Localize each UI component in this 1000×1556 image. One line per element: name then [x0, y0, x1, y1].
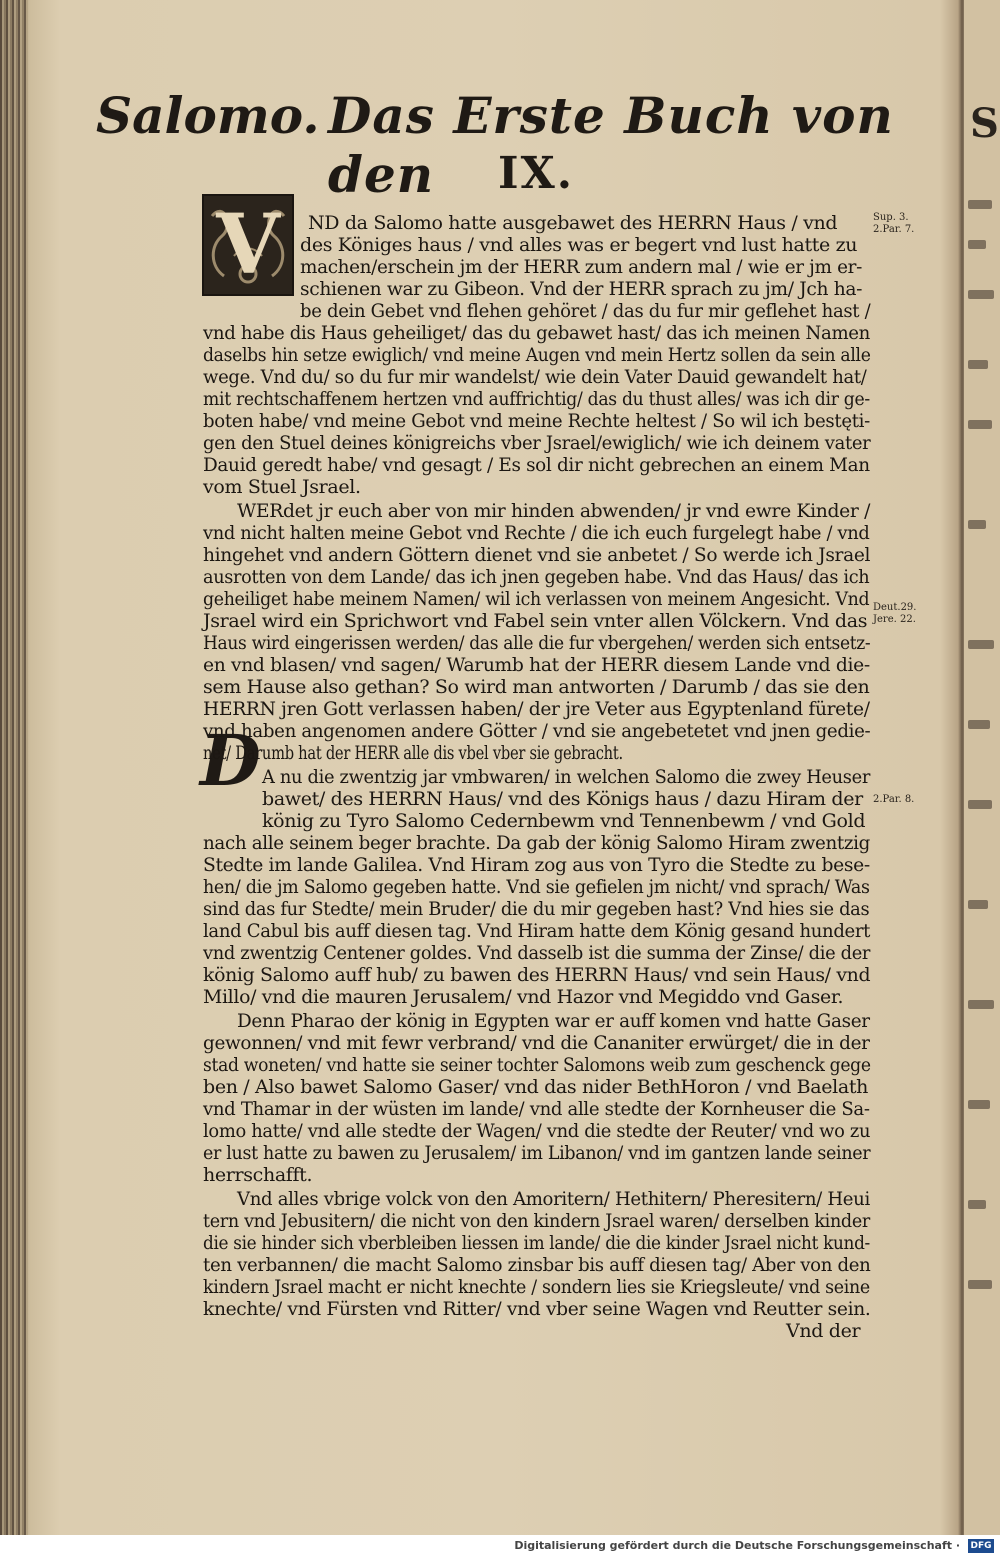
text-line: net/ Darumb hat der HERR alle dis vbel vber sie gebracht. — [203, 742, 623, 764]
text-line: ten verbannen/ die macht Salomo zinsbar bis auff diesen tag/ Aber von den — [203, 1254, 871, 1276]
running-head-title: Das Erste Buch von den — [328, 86, 894, 204]
running-head-left: Salomo. — [96, 86, 320, 145]
text-line: er lust hatte zu bawen zu Jerusalem/ im Libanon/ vnd im gantzen lande seiner — [203, 1142, 871, 1164]
text-line: gen den Stuel deines königreichs vber Jsrael/ewiglich/ wie ich deinem vater — [203, 432, 871, 454]
text-line: könig zu Tyro Salomo Cedernbewm vnd Tennenbewm / vnd Gold — [262, 810, 866, 832]
text-line: tern vnd Jebusitern/ die nicht von den kindern Jsrael waren/ derselben kinder — [203, 1210, 870, 1232]
text-line: boten habe/ vnd meine Gebot vnd meine Rechte heltest / So wil ich bestęti- — [203, 410, 870, 432]
margin-note-par: 2.Par. 8. — [873, 794, 915, 805]
footer-credit: Digitalisierung gefördert durch die Deutsche Forschungsgemeinschaft · — [514, 1539, 960, 1552]
text-line: vnd Thamar in der wüsten im lande/ vnd alle stedte der Kornheuser die Sa- — [203, 1098, 870, 1120]
text-line: vnd habe dis Haus geheiliget/ das du gebawet hast/ das ich meinen Namen — [203, 322, 871, 344]
drop-cap-d: D — [200, 719, 261, 802]
text-line: hingehet vnd andern Göttern dienet vnd sie anbetet / So werde ich Jsrael — [203, 544, 871, 566]
text-line: daselbs hin setze ewiglich/ vnd meine Augen vnd mein Hertz sollen da sein alle — [203, 344, 871, 366]
text-line: en vnd blasen/ vnd sagen/ Warumb hat der HERR diesem Lande vnd die- — [203, 654, 870, 676]
text-line: stad woneten/ vnd hatte sie seiner tochter Salomons weib zum geschenck gege — [203, 1054, 871, 1076]
text-line: Denn Pharao der könig in Egypten war er auff komen vnd hatte Gaser — [237, 1010, 870, 1032]
facing-page-heading-fragment: S — [970, 100, 999, 147]
text-line: kindern Jsrael macht er nicht knechte / sondern lies sie Kriegsleute/ vnd seine — [203, 1276, 870, 1298]
text-line: ND da Salomo hatte ausgebawet des HERRN Haus / vnd — [308, 212, 838, 234]
text-line: HERRN jren Gott verlassen haben/ der jre Veter aus Egyptenland fürete/ — [203, 698, 870, 720]
text-line: Vnd alles vbrige volck von den Amoritern/ Hethitern/ Pheresitern/ Heui — [237, 1188, 870, 1210]
margin-note-deut: Deut.29. Jere. 22. — [873, 602, 917, 625]
text-line: bawet/ des HERRN Haus/ vnd des Königs haus / dazu Hiram der — [262, 788, 863, 810]
initial-letter: V — [216, 197, 280, 293]
decorated-initial — [202, 194, 294, 296]
text-line: vnd haben angenomen andere Götter / vnd sie angebetetet vnd jnen gedie- — [203, 720, 871, 742]
text-line: ausrotten von dem Lande/ das ich jnen gegeben habe. Vnd das Haus/ das ich — [203, 566, 870, 588]
text-line: könig Salomo auff hub/ zu bawen des HERRN Haus/ vnd sein Haus/ vnd — [203, 964, 871, 986]
text-line: A nu die zwentzig jar vmbwaren/ in welchen Salomo die zwey Heuser — [262, 766, 871, 788]
text-line: land Cabul bis auff diesen tag. Vnd Hiram hatte dem König gesand hundert — [203, 920, 871, 942]
chapter-number: IX. — [498, 148, 575, 199]
text-line: sem Hause also gethan? So wird man antworten / Darumb / das sie den — [203, 676, 870, 698]
facing-page-edge — [964, 0, 1000, 1535]
margin-note-sup: Sup. 3. 2.Par. 7. — [873, 212, 915, 235]
text-line: vnd zwentzig Centener goldes. Vnd dasselb ist die summa der Zinse/ die der — [203, 942, 871, 964]
text-line: hen/ die jm Salomo gegeben hatte. Vnd sie gefielen jm nicht/ vnd sprach/ Was — [203, 876, 870, 898]
text-line: die sie hinder sich vberbleiben liessen im lande/ die die kinder Jsrael nicht kund- — [203, 1232, 870, 1254]
text-line: Dauid geredt habe/ vnd gesagt / Es sol dir nicht gebrechen an einem Man — [203, 454, 870, 476]
text-line: Haus wird eingerissen werden/ das alle die fur vbergehen/ werden sich entsetz- — [203, 632, 871, 654]
text-line: ben / Also bawet Salomo Gaser/ vnd das nider BethHoron / vnd Baelath — [203, 1076, 869, 1098]
text-line: knechte/ vnd Fürsten vnd Ritter/ vnd vber seine Wagen vnd Reutter sein. — [203, 1298, 871, 1320]
text-line: des Königes haus / vnd alles was er begert vnd lust hatte zu — [300, 234, 858, 256]
footer-bar — [0, 1535, 1000, 1556]
text-line: schienen war zu Gibeon. Vnd der HERR sprach zu jm/ Jch ha- — [300, 278, 863, 300]
page-stack-edge — [0, 0, 28, 1535]
text-line: be dein Gebet vnd flehen gehöret / das du fur mir geflehet hast / — [300, 300, 871, 322]
text-line: geheiliget habe meinem Namen/ wil ich verlassen von meinem Angesicht. Vnd — [203, 588, 870, 610]
text-line: WERdet jr euch aber von mir hinden abwenden/ jr vnd ewre Kinder / — [237, 500, 871, 522]
dfg-logo-icon: DFG — [968, 1539, 994, 1553]
text-line: vnd nicht halten meine Gebot vnd Rechte / die ich euch furgelegt habe / vnd — [203, 522, 870, 544]
text-line: mit rechtschaffenem hertzen vnd auffrichtig/ das du thust alles/ was ich dir ge- — [203, 388, 870, 410]
text-line: sind das fur Stedte/ mein Bruder/ die du mir gegeben hast? Vnd hies sie das — [203, 898, 870, 920]
text-line: Millo/ vnd die mauren Jerusalem/ vnd Hazor vnd Megiddo vnd Gaser. — [203, 986, 844, 1008]
text-line: Jsrael wird ein Sprichwort vnd Fabel sein vnter allen Völckern. Vnd das — [203, 610, 868, 632]
text-line: herrschafft. — [203, 1164, 313, 1186]
text-line: Stedte im lande Galilea. Vnd Hiram zog aus von Tyro die Stedte zu bese- — [203, 854, 870, 876]
text-line: nach alle seinem beger brachte. Da gab der könig Salomo Hiram zwentzig — [203, 832, 871, 854]
text-line: machen/erschein jm der HERR zum andern mal / wie er jm er- — [300, 256, 862, 278]
text-line: gewonnen/ vnd mit fewr verbrand/ vnd die Cananiter erwürget/ die in der — [203, 1032, 870, 1054]
text-line: Vnd der — [786, 1320, 861, 1342]
text-line: lomo hatte/ vnd alle stedte der Wagen/ vnd die stedte der Reuter/ vnd wo zu — [203, 1120, 871, 1142]
text-line: vom Stuel Jsrael. — [203, 476, 361, 498]
text-line: wege. Vnd du/ so du fur mir wandelst/ wie dein Vater Dauid gewandelt hat/ — [203, 366, 867, 388]
